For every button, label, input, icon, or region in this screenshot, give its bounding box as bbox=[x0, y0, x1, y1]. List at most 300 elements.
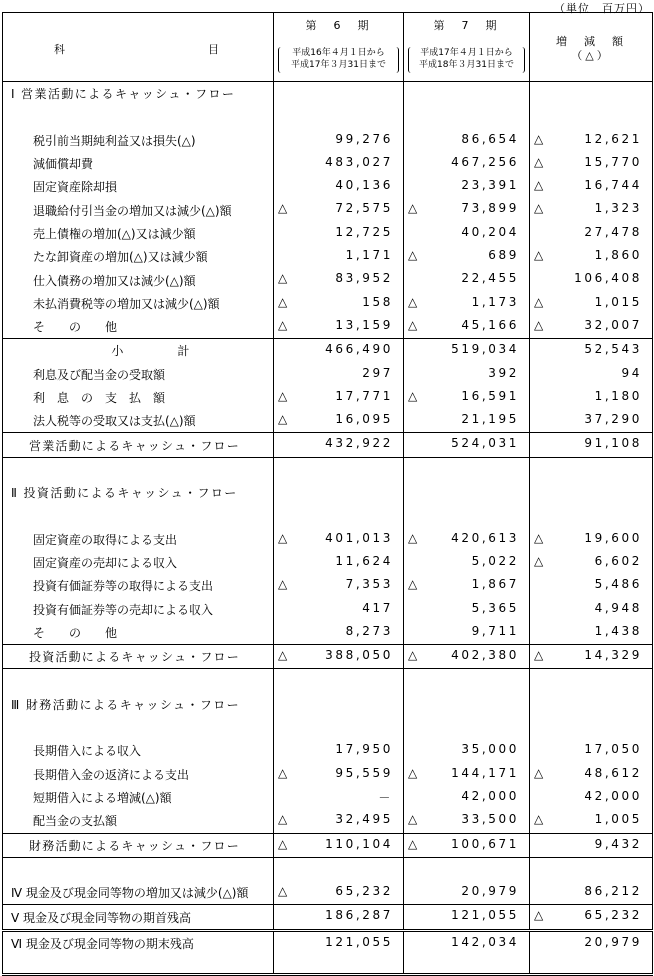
value-cell bbox=[404, 105, 530, 128]
value-cell bbox=[530, 905, 653, 930]
row-label-text: 利息及び配当金の受取額 bbox=[33, 367, 166, 382]
value-cell bbox=[404, 574, 530, 597]
value-cell bbox=[404, 129, 530, 152]
value-cell bbox=[274, 598, 404, 621]
value-cell bbox=[530, 152, 653, 175]
negative-mark: △ bbox=[408, 836, 418, 851]
value-cell bbox=[404, 268, 530, 291]
value-cell bbox=[274, 481, 404, 504]
value-cell bbox=[530, 786, 653, 809]
negative-mark: △ bbox=[408, 294, 418, 309]
negative-mark: △ bbox=[278, 294, 288, 309]
row-label bbox=[3, 621, 274, 645]
value-cell bbox=[274, 669, 404, 693]
value-cell bbox=[530, 809, 653, 833]
value-cell bbox=[404, 457, 530, 481]
negative-mark: △ bbox=[278, 812, 288, 827]
value-cell bbox=[404, 621, 530, 645]
value-cell bbox=[404, 152, 530, 175]
value-cell bbox=[404, 409, 530, 433]
value-cell bbox=[274, 315, 404, 339]
amount: 1,015 bbox=[594, 294, 642, 309]
amount: 297 bbox=[362, 365, 393, 380]
amount: 402,380 bbox=[451, 648, 519, 663]
row-label bbox=[3, 693, 274, 716]
amount: 14,329 bbox=[584, 648, 642, 663]
value-cell bbox=[530, 222, 653, 245]
closing-cell bbox=[274, 955, 404, 975]
value-cell bbox=[530, 268, 653, 291]
value-cell bbox=[274, 457, 404, 481]
amount: 9,711 bbox=[471, 623, 519, 638]
table-row bbox=[3, 551, 653, 574]
negative-mark: △ bbox=[408, 765, 418, 780]
amount: 417 bbox=[362, 600, 393, 615]
row-label-text: 投資有価証券等の取得による支出 bbox=[33, 579, 214, 594]
amount: 45,166 bbox=[461, 317, 519, 332]
table-row bbox=[3, 598, 653, 621]
amount: 11,624 bbox=[335, 553, 393, 568]
amount: 23,391 bbox=[461, 178, 519, 193]
negative-mark: △ bbox=[534, 178, 544, 193]
table-row bbox=[3, 645, 653, 669]
spacer-row bbox=[3, 504, 653, 527]
value-cell bbox=[404, 739, 530, 762]
value-cell bbox=[530, 669, 653, 693]
table-row bbox=[3, 222, 653, 245]
value-cell bbox=[404, 315, 530, 339]
row-label bbox=[3, 669, 274, 693]
table-row bbox=[3, 315, 653, 339]
amount: 35,000 bbox=[461, 742, 519, 757]
amount: 27,478 bbox=[584, 224, 642, 239]
table-row bbox=[3, 175, 653, 198]
amount: 1,867 bbox=[471, 577, 519, 592]
amount: 52,543 bbox=[584, 342, 642, 357]
value-cell bbox=[530, 693, 653, 716]
amount: 86,212 bbox=[584, 884, 642, 899]
negative-mark: △ bbox=[534, 530, 544, 545]
value-cell bbox=[530, 574, 653, 597]
amount: 16,095 bbox=[335, 412, 393, 427]
amount: 144,171 bbox=[451, 765, 519, 780]
row-label bbox=[3, 763, 274, 786]
row-label-text: 配当金の支払額 bbox=[33, 814, 118, 829]
row-label bbox=[3, 292, 274, 315]
value-cell bbox=[274, 930, 404, 955]
row-label bbox=[3, 245, 274, 268]
spacer-row bbox=[3, 669, 653, 693]
row-label-text: 投資活動によるキャッシュ・フロー bbox=[29, 650, 240, 665]
row-label-text: 長期借入による収入 bbox=[33, 744, 142, 759]
row-label-text: そ の 他 bbox=[33, 625, 118, 640]
row-label bbox=[3, 739, 274, 762]
table-row bbox=[3, 574, 653, 597]
amount: 420,613 bbox=[451, 530, 519, 545]
value-cell bbox=[274, 198, 404, 221]
value-cell bbox=[404, 786, 530, 809]
closing-cell bbox=[3, 955, 274, 975]
amount: 37,290 bbox=[584, 412, 642, 427]
value-cell bbox=[530, 833, 653, 857]
amount: 401,013 bbox=[325, 530, 393, 545]
amount: 16,744 bbox=[584, 178, 642, 193]
row-label-text: 小 計 bbox=[111, 344, 191, 359]
value-cell bbox=[404, 245, 530, 268]
row-label bbox=[3, 857, 274, 881]
amount: 83,952 bbox=[335, 271, 393, 286]
row-label-text: 長期借入金の返済による支出 bbox=[33, 767, 190, 782]
row-label bbox=[3, 105, 274, 128]
table-row bbox=[3, 433, 653, 457]
value-cell bbox=[404, 809, 530, 833]
table-row bbox=[3, 82, 653, 106]
amount: 32,007 bbox=[584, 317, 642, 332]
negative-mark: △ bbox=[278, 317, 288, 332]
negative-mark: △ bbox=[278, 765, 288, 780]
negative-mark: △ bbox=[278, 412, 288, 427]
closing-row bbox=[3, 955, 653, 975]
value-cell bbox=[530, 763, 653, 786]
amount: 73,899 bbox=[461, 201, 519, 216]
row-label bbox=[3, 409, 274, 433]
row-label bbox=[3, 481, 274, 504]
table-row bbox=[3, 386, 653, 409]
spacer-row bbox=[3, 457, 653, 481]
negative-mark: △ bbox=[534, 317, 544, 332]
amount: 21,195 bbox=[461, 412, 519, 427]
value-cell bbox=[530, 339, 653, 363]
row-label bbox=[3, 315, 274, 339]
amount: 466,490 bbox=[325, 342, 393, 357]
amount: 388,050 bbox=[325, 648, 393, 663]
value-cell bbox=[274, 693, 404, 716]
value-cell bbox=[404, 930, 530, 955]
row-label bbox=[3, 433, 274, 457]
row-label-text: 利 息 の 支 払 額 bbox=[33, 391, 166, 405]
amount: 86,654 bbox=[461, 131, 519, 146]
row-label-text: 固定資産の売却による収入 bbox=[33, 556, 178, 571]
value-cell bbox=[274, 716, 404, 739]
negative-mark: △ bbox=[534, 131, 544, 146]
amount: 524,031 bbox=[451, 436, 519, 451]
row-label-text: Ⅲ 財務活動によるキャッシュ・フロー bbox=[11, 697, 241, 712]
amount: 33,500 bbox=[461, 812, 519, 827]
amount: － bbox=[378, 790, 393, 805]
row-label-text: そ の 他 bbox=[33, 320, 118, 335]
row-label bbox=[3, 504, 274, 527]
value-cell bbox=[530, 315, 653, 339]
value-cell bbox=[404, 645, 530, 669]
negative-mark: △ bbox=[534, 154, 544, 169]
value-cell bbox=[274, 881, 404, 905]
amount: 100,671 bbox=[451, 836, 519, 851]
value-cell bbox=[530, 645, 653, 669]
amount: 15,770 bbox=[584, 154, 642, 169]
row-label bbox=[3, 833, 274, 857]
row-label-text: 法人税等の受取又は支払(△)額 bbox=[33, 414, 196, 429]
row-label-text: 仕入債務の増加又は減少(△)額 bbox=[33, 273, 196, 288]
table-row bbox=[3, 129, 653, 152]
row-label bbox=[3, 129, 274, 152]
value-cell bbox=[530, 245, 653, 268]
value-cell bbox=[274, 739, 404, 762]
row-label-text: たな卸資産の増加(△)又は減少額 bbox=[33, 250, 208, 265]
value-cell bbox=[274, 129, 404, 152]
negative-mark: △ bbox=[408, 388, 418, 403]
row-label bbox=[3, 386, 274, 409]
row-label bbox=[3, 175, 274, 198]
row-label bbox=[3, 457, 274, 481]
value-cell bbox=[404, 528, 530, 551]
amount: 467,256 bbox=[451, 154, 519, 169]
value-cell bbox=[530, 292, 653, 315]
value-cell bbox=[530, 739, 653, 762]
table-row bbox=[3, 763, 653, 786]
value-cell bbox=[530, 481, 653, 504]
value-cell bbox=[530, 930, 653, 955]
negative-mark: △ bbox=[534, 553, 544, 568]
amount: 106,408 bbox=[574, 271, 642, 286]
row-label bbox=[3, 222, 274, 245]
negative-mark: △ bbox=[278, 836, 288, 851]
negative-mark: △ bbox=[534, 294, 544, 309]
amount: 1,005 bbox=[594, 812, 642, 827]
subject-header: 科 目 bbox=[3, 13, 274, 82]
negative-mark: △ bbox=[408, 577, 418, 592]
amount: 9,432 bbox=[594, 836, 642, 851]
value-cell bbox=[530, 409, 653, 433]
row-label bbox=[3, 82, 274, 106]
closing-cell bbox=[530, 955, 653, 975]
value-cell bbox=[274, 809, 404, 833]
value-cell bbox=[404, 481, 530, 504]
value-cell bbox=[530, 598, 653, 621]
value-cell bbox=[274, 363, 404, 386]
amount: 5,022 bbox=[471, 553, 519, 568]
negative-mark: △ bbox=[278, 530, 288, 545]
value-cell bbox=[274, 504, 404, 527]
value-cell bbox=[404, 716, 530, 739]
value-cell bbox=[274, 905, 404, 930]
value-cell bbox=[274, 786, 404, 809]
row-label-text: 減価償却費 bbox=[33, 157, 94, 172]
amount: 65,232 bbox=[335, 884, 393, 899]
amount: 7,353 bbox=[345, 577, 393, 592]
negative-mark: △ bbox=[534, 812, 544, 827]
value-cell bbox=[274, 574, 404, 597]
period6-header: 第 6 期 平成16年４月１日から 平成17年３月31日まで bbox=[274, 13, 404, 82]
amount: 8,273 bbox=[345, 623, 393, 638]
value-cell bbox=[274, 339, 404, 363]
amount: 1,860 bbox=[594, 248, 642, 263]
value-cell bbox=[274, 833, 404, 857]
period7-range: 平成17年４月１日から 平成18年３月31日まで bbox=[408, 47, 525, 73]
row-label bbox=[3, 809, 274, 833]
value-cell bbox=[530, 386, 653, 409]
row-label bbox=[3, 268, 274, 291]
negative-mark: △ bbox=[408, 648, 418, 663]
row-label bbox=[3, 152, 274, 175]
amount: 519,034 bbox=[451, 342, 519, 357]
amount: 4,948 bbox=[594, 600, 642, 615]
row-label-text: 投資有価証券等の売却による収入 bbox=[33, 602, 214, 617]
table-row bbox=[3, 528, 653, 551]
row-label bbox=[3, 905, 274, 930]
amount: 40,204 bbox=[461, 224, 519, 239]
table-row bbox=[3, 621, 653, 645]
amount: 1,180 bbox=[594, 388, 642, 403]
table-row bbox=[3, 739, 653, 762]
amount: 121,055 bbox=[451, 908, 519, 923]
table-row bbox=[3, 905, 653, 930]
row-label bbox=[3, 551, 274, 574]
value-cell bbox=[274, 409, 404, 433]
amount: 392 bbox=[488, 365, 519, 380]
value-cell bbox=[404, 598, 530, 621]
amount: 32,495 bbox=[335, 812, 393, 827]
negative-mark: △ bbox=[534, 201, 544, 216]
row-label bbox=[3, 363, 274, 386]
amount: 5,365 bbox=[471, 600, 519, 615]
amount: 20,979 bbox=[461, 884, 519, 899]
amount: 12,621 bbox=[584, 131, 642, 146]
amount: 483,027 bbox=[325, 154, 393, 169]
value-cell bbox=[530, 363, 653, 386]
negative-mark: △ bbox=[534, 648, 544, 663]
value-cell bbox=[404, 433, 530, 457]
amount: 16,591 bbox=[461, 388, 519, 403]
cash-flow-table bbox=[2, 12, 653, 976]
value-cell bbox=[274, 292, 404, 315]
value-cell bbox=[404, 763, 530, 786]
amount: 13,159 bbox=[335, 317, 393, 332]
negative-mark: △ bbox=[278, 577, 288, 592]
value-cell bbox=[530, 857, 653, 881]
value-cell bbox=[274, 175, 404, 198]
value-cell bbox=[530, 621, 653, 645]
amount: 72,575 bbox=[335, 201, 393, 216]
row-label-text: 税引前当期純利益又は損失(△) bbox=[33, 133, 196, 148]
row-label-text: Ⅳ 現金及び現金同等物の増加又は減少(△)額 bbox=[11, 886, 249, 901]
row-label bbox=[3, 930, 274, 955]
amount: 65,232 bbox=[584, 908, 642, 923]
row-label-text: 退職給付引当金の増加又は減少(△)額 bbox=[33, 203, 232, 218]
row-label-text: 未払消費税等の増加又は減少(△)額 bbox=[33, 296, 220, 311]
value-cell bbox=[274, 621, 404, 645]
amount: 40,136 bbox=[335, 178, 393, 193]
amount: 1,171 bbox=[345, 248, 393, 263]
table-row bbox=[3, 693, 653, 716]
value-cell bbox=[274, 645, 404, 669]
amount: 6,602 bbox=[594, 553, 642, 568]
value-cell bbox=[404, 504, 530, 527]
value-cell bbox=[274, 105, 404, 128]
negative-mark: △ bbox=[278, 648, 288, 663]
negative-mark: △ bbox=[408, 201, 418, 216]
amount: 1,173 bbox=[471, 294, 519, 309]
value-cell bbox=[530, 82, 653, 106]
negative-mark: △ bbox=[278, 201, 288, 216]
value-cell bbox=[274, 222, 404, 245]
table-row bbox=[3, 409, 653, 433]
value-cell bbox=[404, 82, 530, 106]
value-cell bbox=[404, 175, 530, 198]
row-label-text: 売上債権の増加(△)又は減少額 bbox=[33, 226, 196, 241]
amount: 95,559 bbox=[335, 765, 393, 780]
value-cell bbox=[274, 152, 404, 175]
amount: 42,000 bbox=[584, 788, 642, 803]
row-label-text: Ⅴ 現金及び現金同等物の期首残高 bbox=[11, 910, 192, 925]
value-cell bbox=[274, 433, 404, 457]
value-cell bbox=[530, 105, 653, 128]
amount: 17,950 bbox=[335, 742, 393, 757]
value-cell bbox=[274, 763, 404, 786]
amount: 17,771 bbox=[335, 388, 393, 403]
value-cell bbox=[530, 457, 653, 481]
unit-label: （単位 百万円） bbox=[554, 2, 650, 15]
amount: 432,922 bbox=[325, 436, 393, 451]
table-row bbox=[3, 481, 653, 504]
value-cell bbox=[404, 833, 530, 857]
value-cell bbox=[404, 292, 530, 315]
value-cell bbox=[404, 551, 530, 574]
value-cell bbox=[274, 245, 404, 268]
value-cell bbox=[530, 881, 653, 905]
amount: 19,600 bbox=[584, 530, 642, 545]
row-label-text: 固定資産の取得による支出 bbox=[33, 532, 178, 547]
value-cell bbox=[530, 198, 653, 221]
value-cell bbox=[274, 268, 404, 291]
table-row bbox=[3, 339, 653, 363]
value-cell bbox=[530, 551, 653, 574]
negative-mark: △ bbox=[408, 248, 418, 263]
row-label-text: 短期借入による増減(△)額 bbox=[33, 791, 172, 806]
row-label bbox=[3, 339, 274, 363]
spacer-row bbox=[3, 105, 653, 128]
value-cell bbox=[530, 528, 653, 551]
value-cell bbox=[404, 363, 530, 386]
amount: 158 bbox=[362, 294, 393, 309]
amount: 17,050 bbox=[584, 742, 642, 757]
value-cell bbox=[404, 905, 530, 930]
value-cell bbox=[404, 669, 530, 693]
value-cell bbox=[274, 82, 404, 106]
amount: 42,000 bbox=[461, 788, 519, 803]
amount: 12,725 bbox=[335, 224, 393, 239]
amount: 142,034 bbox=[451, 934, 519, 949]
negative-mark: △ bbox=[278, 884, 288, 899]
negative-mark: △ bbox=[278, 271, 288, 286]
spacer-row bbox=[3, 716, 653, 739]
amount: 22,455 bbox=[461, 271, 519, 286]
negative-mark: △ bbox=[534, 248, 544, 263]
negative-mark: △ bbox=[278, 388, 288, 403]
amount: 5,486 bbox=[594, 577, 642, 592]
value-cell bbox=[404, 198, 530, 221]
row-label-text: Ⅵ 現金及び現金同等物の期末残高 bbox=[11, 936, 194, 951]
change-header: 増 減 額 （△） bbox=[530, 13, 653, 82]
value-cell bbox=[404, 693, 530, 716]
amount: 121,055 bbox=[325, 934, 393, 949]
negative-mark: △ bbox=[408, 812, 418, 827]
row-label-text: 財務活動によるキャッシュ・フロー bbox=[29, 838, 240, 853]
amount: 94 bbox=[621, 365, 642, 380]
value-cell bbox=[274, 857, 404, 881]
value-cell bbox=[404, 857, 530, 881]
amount: 48,612 bbox=[584, 765, 642, 780]
period6-range: 平成16年４月１日から 平成17年３月31日まで bbox=[278, 47, 399, 73]
